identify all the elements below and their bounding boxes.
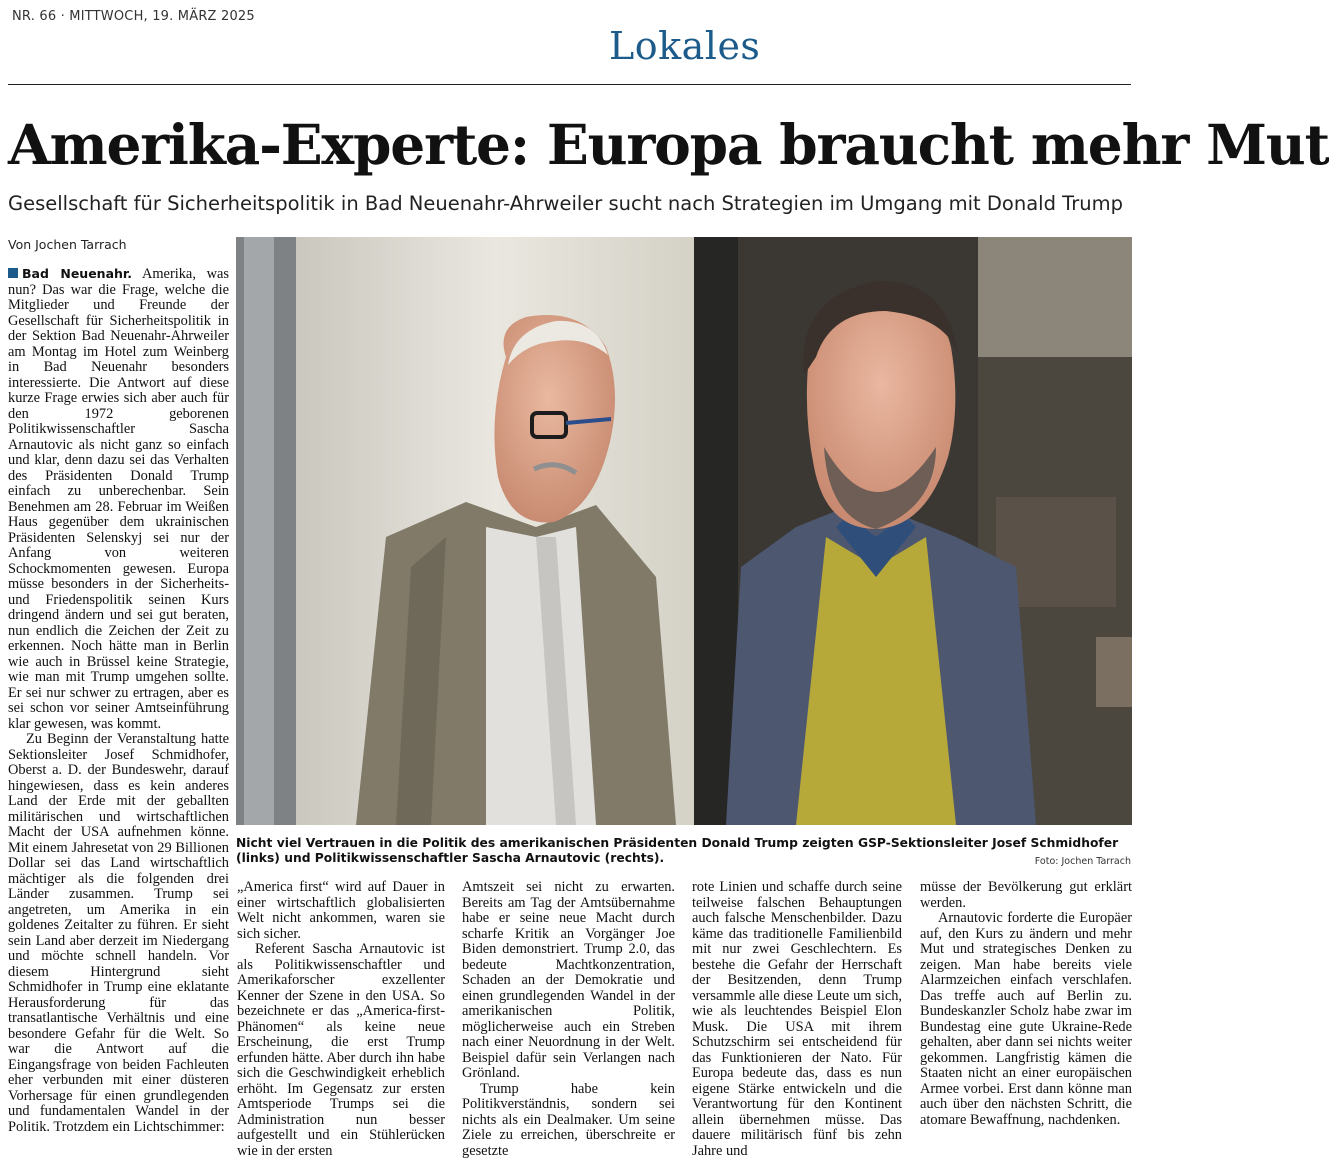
issue-line: NR. 66 · MITTWOCH, 19. MÄRZ 2025 [12, 9, 255, 24]
paragraph: Referent Sascha Arnautovic ist als Politikwissenschaftler und Amerikaforscher exzellenter Kenner der Szene in den USA. So bezeichnete er das „America-first-Phänomen“ als keine neue Erscheinung, die erst Trump erfunden hätte. Aber durch ihn habe sich die Geschwindigkeit erheblich erhöht. Im Gegensatz zur ersten Amtsperiode Trumps sei die Administration nun besser aufgestellt und ein Stühlerücken wie in der ersten [237, 942, 445, 1159]
photo-credit: Foto: Jochen Tarrach [1035, 856, 1131, 867]
dateline: Bad Neuenahr. [22, 266, 132, 281]
subheadline: Gesellschaft für Sicherheitspolitik in Bad Neuenahr-Ahrweiler sucht nach Strategien im Umgang mit Donald Trump [8, 192, 1123, 215]
byline: Von Jochen Tarrach [8, 237, 127, 252]
photo-caption: Nicht viel Vertrauen in die Politik des amerikanischen Präsidenten Donald Trump zeigten GSP-Sektionsleiter Josef Schmidhofer (links) und Politikwissenschaftler Sascha Arnautovic (rechts). [236, 836, 1132, 866]
paragraph: Trump habe kein Politikverständnis, sondern sei nichts als ein Dealmaker. Um seine Ziele zu erreichen, überschreite er gesetzte [462, 1082, 675, 1159]
section-title: Lokales [609, 24, 760, 68]
paragraph: Zu Beginn der Veranstaltung hatte Sektionsleiter Josef Schmidhofer, Oberst a. D. der Bundeswehr, darauf hingewiesen, dass es kein anderes Land der Erde mit der geballten militärischen und wirtschaftlichen Macht der USA aufnehmen könne. Mit einem Jahresetat von 29 Billionen Dollar sei das Land wirtschaftlich mächtiger als die folgenden drei Länder zusammen. Trump sei angetreten, um Amerika in ein goldenes Zeitalter zu führen. Er sieht sein Land aber derzeit im Niedergang und möchte schnell handeln. Vor diesem Hintergrund sieht Schmidhofer in Trump eine eklatante Herausforderung für das transatlantische Verhältnis und eine besondere Gefahr für die Welt. So war die Antwort auf die Eingangsfrage von beiden Fachleuten eher verbunden mit einer düsteren Vorhersage für einen grundlegenden und fundamentalen Wandel in der Politik. Trotzdem ein Lichtschimmer: [8, 732, 229, 1135]
article-column-3 [462, 880, 675, 1152]
article-column-2 [237, 880, 445, 1152]
paragraph-text: Amerika, was nun? Das war die Frage, welche die Mitglieder und Freunde der Gesellschaft für Sicherheitspolitik in der Sektion Bad Neuenahr-Ahrweiler am Montag im Hotel zum Weinberg in Bad Neuenahr besonders interessierte. Die Antwort auf diese kurze Frage erwies sich aber auch für den 1972 geborenen Politikwissenschaftler Sascha Arnautovic als nicht ganz so einfach und klar, denn dazu sei das Verhalten des Präsidenten Donald Trump einfach zu unberechenbar. Sein Benehmen am 28. Februar im Weißen Haus gegenüber dem ukrainischen Präsidenten Selenskyj sei nur der Anfang von weiteren Schockmomenten gewesen. Europa müsse besonders in der Sicherheits- und Friedenspolitik seinen Kurs dringend ändern und sei gut beraten, nun endlich die Zeichen der Zeit zu erkennen. Noch hätte man in Berlin wie auch in Brüssel keine Strategie, wie man mit Trump umgehen sollte. Er sei nur schwer zu ertragen, aber es sei schon vor seiner Amtseinführung klar gewesen, was kommt. [8, 266, 229, 732]
article-column-1 [8, 266, 229, 1152]
paragraph: müsse der Bevölkerung gut erklärt werden. [920, 880, 1132, 911]
header-rule [8, 84, 1131, 85]
article-photo [236, 237, 1132, 825]
article-column-4 [692, 880, 902, 1152]
dateline-marker [8, 268, 18, 278]
photo-illustration [236, 237, 1132, 825]
paragraph: „America first“ wird auf Dauer in einer wirtschaftlich globalisierten Welt nicht ankommen, waren sie sich sicher. [237, 880, 445, 942]
headline: Amerika-Experte: Europa braucht mehr Mut [8, 112, 1133, 177]
article-column-5 [920, 880, 1132, 1152]
paragraph: rote Linien und schaffe durch seine teilweise falschen Behauptungen auch falsche Menschenbilder. Dazu käme das traditionelle Familienbild mit nur zwei Geschlechtern. Es bestehe die Gefahr der Herrschaft der Besitzenden, denn Trump versammle alle diese Leute um sich, wie als leuchtendes Beispiel Elon Musk. Die USA mit ihrem Schutzschirm sei entscheidend für das Funktionieren der Nato. Für Europa bedeute das, dass es nun eigene Stärke entwickeln und die Verantwortung für den Kontinent allein übernehmen müsse. Das dauere militärisch fünf bis zehn Jahre und [692, 880, 902, 1159]
paragraph [8, 266, 229, 732]
paragraph: Amtszeit sei nicht zu erwarten. Bereits am Tag der Amtsübernahme habe er seine neue Macht durch scharfe Kritik an Vorgänger Joe Biden demonstriert. Trump 2.0, das bedeute Machtkonzentration, Schaden an der Demokratie und einen grundlegenden Wandel in der amerikanischen Politik, möglicherweise auch ein Streben nach einer Neuordnung in der Welt. Beispiel dafür sein Verlangen nach Grönland. [462, 880, 675, 1082]
paragraph: Arnautovic forderte die Europäer auf, den Kurs zu ändern und mehr Mut und strategisches Denken zu zeigen. Man habe bereits viele Alarmzeichen einfach verschlafen. Das treffe auch auf Berlin zu. Bundeskanzler Scholz habe zwar im Bundestag eine gute Ukraine-Rede gehalten, aber dann sei nichts weiter gekommen. Langfristig kämen die Staaten nicht an einer europäischen Armee vorbei. Erst dann könne man auch über den nächsten Schritt, die atomare Bewaffnung, nachdenken. [920, 911, 1132, 1128]
